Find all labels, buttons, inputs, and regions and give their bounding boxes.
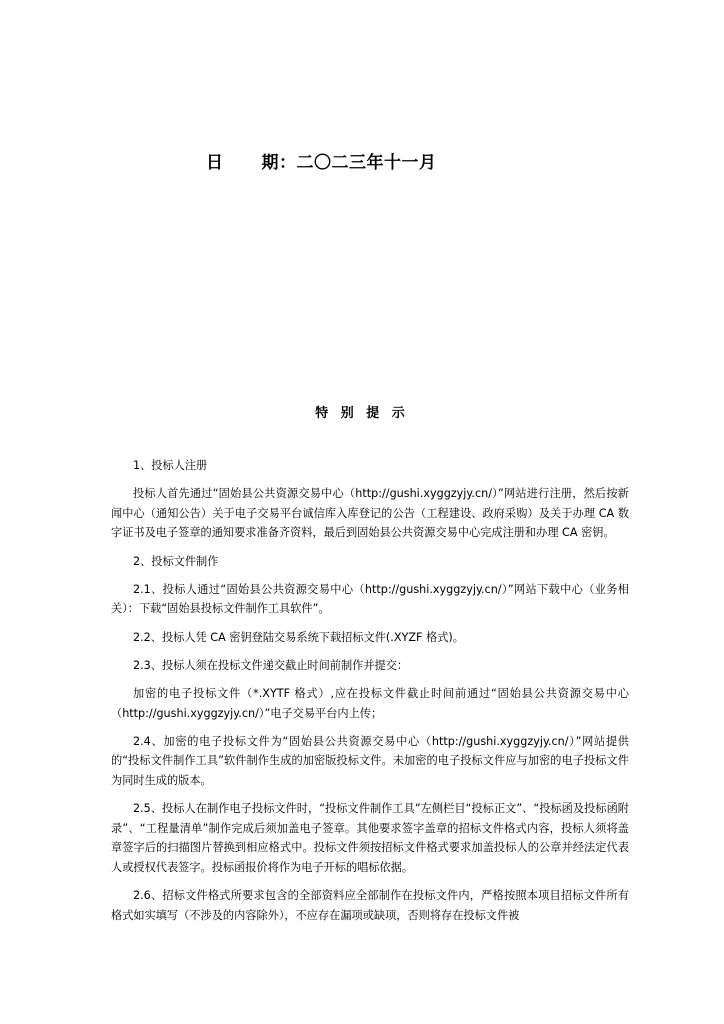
paragraph-2-1: 2.1、投标人通过“固始县公共资源交易中心（http://gushi.xyggzyjy.cn/）”网站下载中心（业务相关）：下载“固始县投标文件制作工具软件”。 [111,582,629,616]
paragraph-2-3: 2.3、投标人须在投标文件递交截止时间前制作并提交： [133,658,409,672]
date-label-first-char: 日 [206,153,224,173]
notice-title: 特 别 提 示 [315,406,409,421]
paragraph-registration: 投标人首先通过“固始县公共资源交易中心（http://gushi.xyggzyjy.cn/）”网站进行注册，然后按新闻中心（通知公告）关于电子交易平台诚信库入库登记的公告（工程建设、政府采购）及关于办理 CA 数字证书及电子签章的通知要求准备齐资料，最后到固始县公共资源交易中心完成注册和办理 CA 密钥。 [111,487,629,540]
section-heading-registration: 1、投标人注册 [133,459,208,472]
date-value: 二〇二三年十一月 [296,153,437,173]
date-line [206,148,437,173]
paragraph-2-6: 2.6、招标文件格式所要求包含的全部资料应全部制作在投标文件内，严格按照本项目招标文件所有格式如实填写（不涉及的内容除外），不应存在漏项或缺项，否则将存在投标文件被 [111,889,629,922]
paragraph-2-2: 2.2、投标人凭 CA 密钥登陆交易系统下载招标文件(.XYZF 格式)。 [133,630,464,644]
section-heading-bid-preparation: 2、投标文件制作 [133,554,219,568]
date-label-second-char: 期 [261,153,279,173]
paragraph-2-4: 2.4、加密的电子投标文件为“固始县公共资源交易中心（http://gushi.xyggzyjy.cn/）”网站提供的“投标文件制作工具”软件制作生成的加密版投标文件。未加密的电子投标文件应与加密的电子投标文件为同时生成的版本。 [111,734,629,787]
paragraph-2-5: 2.5、投标人在制作电子投标文件时，“投标文件制作工具”左侧栏目“投标正文”、“投标函及投标函附录”、“工程量清单”制作完成后须加盖电子签章。其他要求签字盖章的招标文件格式内容，投标人须将盖章签字后的扫描图片替换到相应格式中。投标文件须按招标文件格式要求加盖投标人的公章并经法定代表人或授权代表签字。投标函报价将作为电子开标的唱标依据。 [111,802,629,874]
paragraph-encrypted-file: 加密的电子投标文件（*.XYTF 格式）,应在投标文件截止时间前通过“固始县公共资源交易中心（http://gushi.xyggzyjy.cn/）”电子交易平台内上传； [111,686,629,720]
date-separator: ： [279,153,297,173]
notice-body [111,456,629,934]
